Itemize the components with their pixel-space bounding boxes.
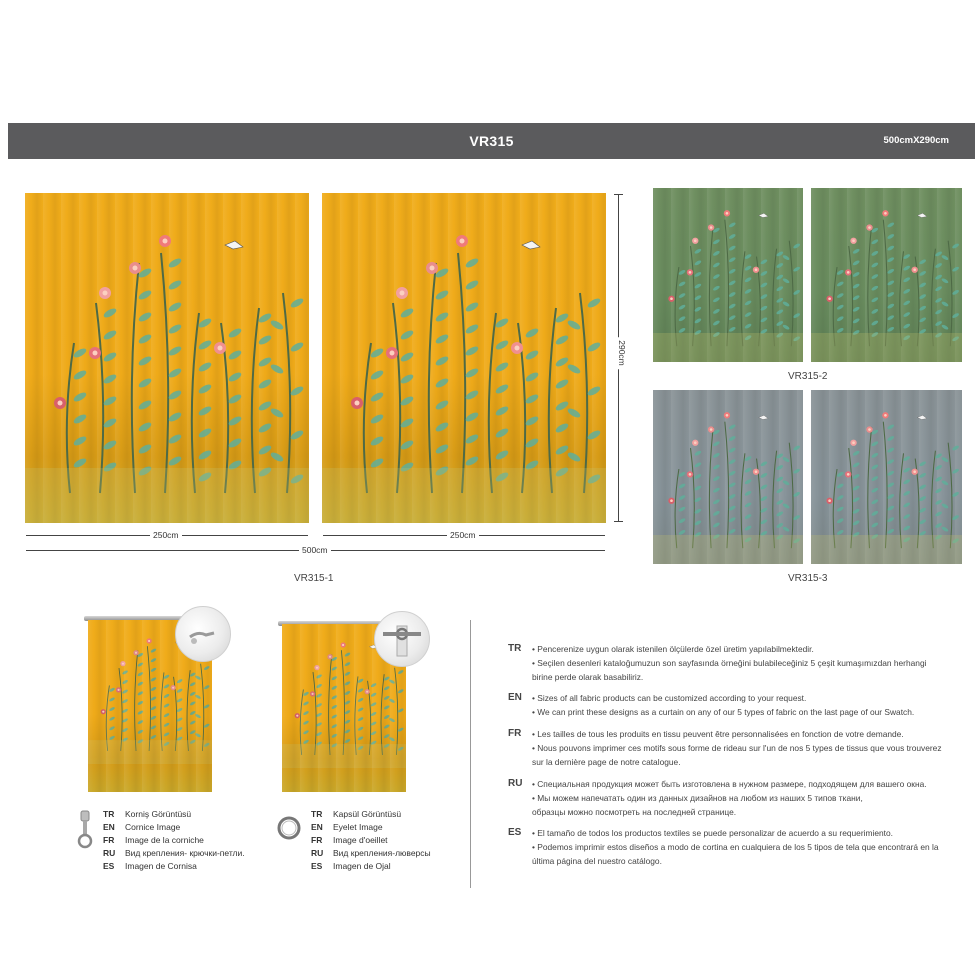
floral-illustration — [322, 193, 606, 523]
note-language-code: EN — [508, 692, 522, 703]
note-block-fr — [508, 727, 953, 769]
list-item: RU Вид крепления- крючки-петли. — [103, 848, 245, 858]
note-language-code: FR — [508, 728, 522, 739]
floral-illustration — [811, 188, 962, 362]
curtain-panel-left — [25, 193, 309, 523]
list-item: TR Kapsül Görüntüsü — [311, 809, 402, 819]
list-item: EN Eyelet Image — [311, 822, 383, 832]
list-item: FR Image de la corniche — [103, 835, 204, 845]
list-item: ES Imagen de Ojal — [311, 861, 391, 871]
floral-illustration — [25, 193, 309, 523]
note-line: • We can print these designs as a curtain on any of our 5 types of fabric on the last page of our Swatch. — [532, 707, 915, 717]
note-line: sur la dernière page de notre catalogue. — [532, 757, 681, 767]
cornice-hook-closeup — [175, 606, 231, 662]
list-item: ES Imagen de Cornisa — [103, 861, 197, 871]
cornice-language-list — [103, 808, 245, 873]
note-block-ru — [508, 777, 953, 819]
curtain-panel-right — [322, 193, 606, 523]
variant2-panel-right — [811, 188, 962, 362]
floral-illustration — [653, 188, 803, 362]
floral-illustration — [653, 390, 803, 564]
hook-icon — [176, 607, 230, 661]
variant3-panel-left — [653, 390, 803, 564]
note-line: • Специальная продукция может быть изготовлена в нужном размере, подходящем для вашего окна. — [532, 779, 927, 789]
list-item: TR Korniş Görüntüsü — [103, 809, 192, 819]
height-label: 290cm — [617, 337, 627, 369]
list-item: FR Image d'oeillet — [311, 835, 388, 845]
eyelet-icon — [375, 612, 429, 666]
note-line: • Les tailles de tous les produits en tissu peuvent être personnalisées en fonction de votre demande. — [532, 729, 904, 739]
note-block-tr — [508, 642, 953, 684]
note-block-es — [508, 826, 953, 868]
eyelet-ring-icon — [276, 815, 302, 841]
eyelet-closeup — [374, 611, 430, 667]
note-line: образцы можно посмотреть на последней странице. — [532, 807, 737, 817]
variant-label-2: VR315-2 — [788, 371, 828, 382]
height-dimension-cap — [614, 521, 623, 522]
variant3-panel-right — [811, 390, 962, 564]
note-line: • Seçilen desenleri kataloğumuzun son sayfasında örneğini bulabileceğiniz 5 çeşit kumaşımızdan herhangi — [532, 658, 927, 668]
note-line: • Nous pouvons imprimer ces motifs sous forme de rideau sur l'un de nos 5 types de tissus que vous trouverez — [532, 743, 942, 753]
width-label-2: 250cm — [447, 530, 479, 540]
header-bar — [8, 123, 975, 159]
note-language-code: RU — [508, 778, 523, 789]
height-dimension-cap — [614, 194, 623, 195]
note-block-en — [508, 691, 953, 719]
cornice-hook-icon — [76, 810, 94, 852]
list-item: RU Вид крепления-люверсы — [311, 848, 431, 858]
note-line: • Мы можем напечатать один из данных дизайнов на любом из наших 5 типов ткани, — [532, 793, 863, 803]
variant-label-1: VR315-1 — [294, 573, 334, 584]
product-code: VR315 — [469, 133, 514, 149]
note-line: birine perde olarak basabiliriz. — [532, 672, 644, 682]
eyelet-language-list — [311, 808, 431, 873]
product-size: 500cmX290cm — [883, 135, 949, 146]
variant2-panel-left — [653, 188, 803, 362]
note-line: última página del nuestro catálogo. — [532, 856, 662, 866]
note-line: • Sizes of all fabric products can be customized according to your request. — [532, 693, 807, 703]
note-line: • El tamaño de todos los productos textiles se puede personalizar de acuerdo a su requerimiento. — [532, 828, 893, 838]
total-width-label: 500cm — [299, 545, 331, 555]
floral-illustration — [811, 390, 962, 564]
variant-label-3: VR315-3 — [788, 573, 828, 584]
note-language-code: ES — [508, 827, 522, 838]
note-language-code: TR — [508, 643, 522, 654]
width-label-1: 250cm — [150, 530, 182, 540]
list-item: EN Cornice Image — [103, 822, 181, 832]
vertical-divider — [470, 620, 471, 888]
note-line: • Podemos imprimir estos diseños a modo de cortina en cualquiera de los 5 tipos de tela que encontrará en la — [532, 842, 939, 852]
note-line: • Pencerenize uygun olarak istenilen ölçülerde özel üretim yapılabilmektedir. — [532, 644, 814, 654]
